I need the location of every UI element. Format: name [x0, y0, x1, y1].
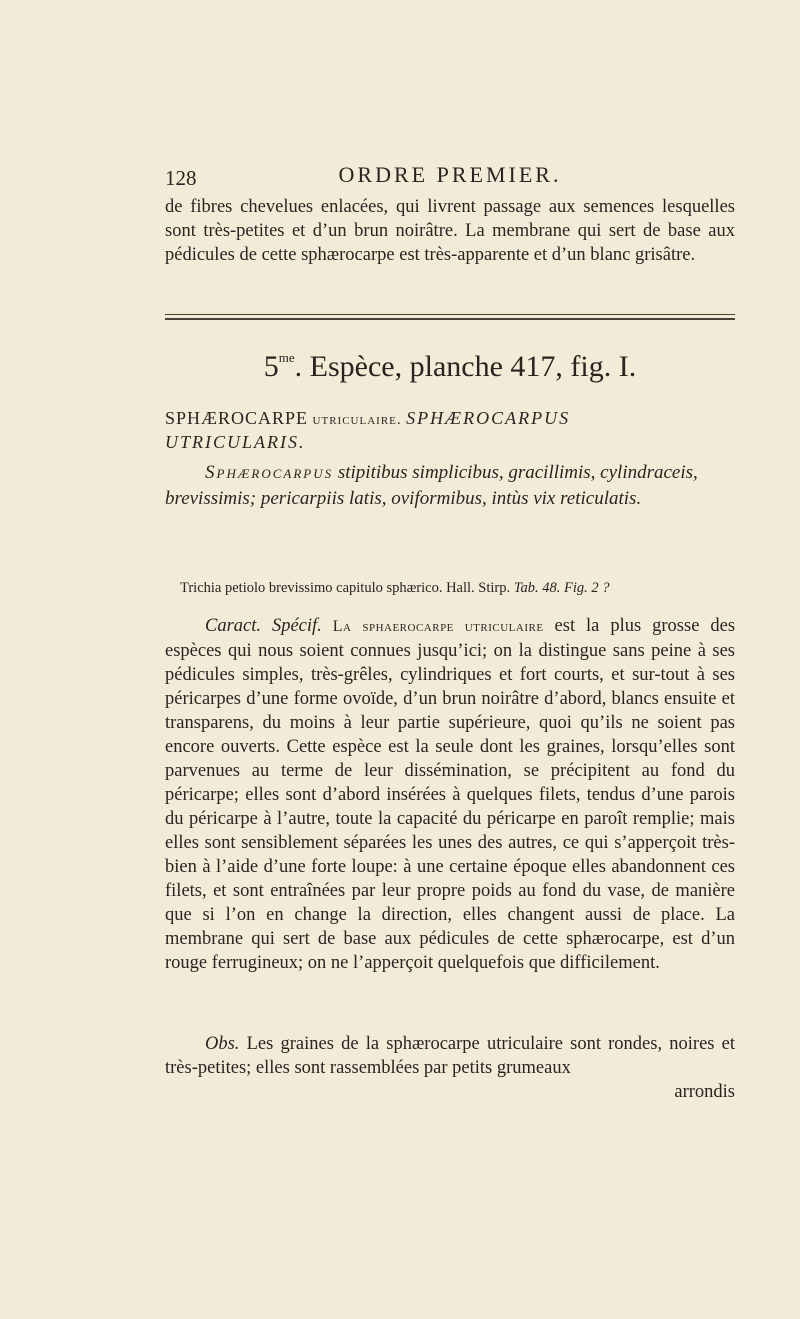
genus-la: SPHÆROCARPUS	[406, 408, 571, 428]
character-label: Caract. Spécif.	[205, 616, 322, 636]
section-heading	[165, 350, 735, 384]
page-header	[165, 160, 735, 194]
character-text: est la plus grosse des espèces qui nous soient connues jusqu’ici; on la distingue sans peine à ses pédicules simples, très-grêles, cylindriques et fort courts, et sur-tout à ses péricarpes d’une forme ovoïde, d’un brun noirâtre d’abord, blancs ensuite et transparens, du moins à leur partie supérieure, quoi qu’ils ne soient pas encore ouverts. Cette espèce est la seule dont les graines, lorsqu’elles sont parvenues au terme de leur dissémination, se précipitent au fond du péricarpe; elles sont d’abord insérées à quelques filets, tendus d’une parois du péricarpe à l’autre, toute la capacité du péricarpe en paroît remplie; mais elles sont sensiblement séparées les unes des autres, ce qui s’apperçoit très-bien à l’aide d’une forte loupe: à une certaine époque elles abandonnent ces filets, et sont entraînées par leur propre poids au fond du vase, de manière que si l’on en change la direction, elles changent aussi de place. La membrane qui sert de base aux pédicules de cette sphærocarpe, est d’un rouge ferrugineux; on ne l’apperçoit quelquefois que difficilement.	[165, 616, 736, 973]
latin-genus: Sphærocarpus	[205, 462, 334, 483]
section-divider	[165, 314, 735, 321]
genus-fr: SPHÆROCARPE	[165, 408, 309, 428]
latin-description	[165, 460, 735, 512]
species-title	[165, 407, 735, 453]
synonym-line	[180, 580, 740, 597]
synonym-tab: Tab. 48. Fig. 2 ?	[513, 580, 610, 596]
intro-paragraph: de fibres chevelues enlacées, qui livrent passage aux semences lesquelles sont très-petites et d’un brun noirâtre. La membrane qui sert de base aux pédicules de cette sphærocarpe est très-apparente et d’un blanc grisâtre.	[165, 197, 735, 265]
catchword: arrondis	[674, 1082, 735, 1102]
observation-label: Obs.	[205, 1034, 240, 1054]
observation-paragraph	[165, 1032, 735, 1080]
page-number: 128	[165, 166, 197, 190]
observation-text: Les graines de la sphærocarpe utriculaire sont rondes, noires et très-petites; elles sont rassemblées par petits grumeaux	[165, 1034, 736, 1078]
latin-text: stipitibus simplicibus, gracillimis, cylindraceis, brevissimis; pericarpiis latis, oviformibus, intùs vix reticulatis.	[165, 462, 698, 509]
epithet-la: UTRICULARIS.	[165, 432, 306, 452]
section-number: 5	[263, 350, 279, 383]
synonym-text: Trichia petiolo brevissimo capitulo sphærico. Hall. Stirp.	[180, 580, 511, 596]
section-heading-text: . Espèce, planche 417, fig. I.	[294, 350, 637, 383]
epithet-fr: utriculaire.	[312, 412, 402, 428]
section-number-suffix: me	[278, 350, 295, 365]
character-paragraph	[165, 614, 735, 975]
character-name: La sphaerocarpe utriculaire	[332, 618, 544, 635]
running-title: ORDRE PREMIER.	[338, 162, 562, 187]
